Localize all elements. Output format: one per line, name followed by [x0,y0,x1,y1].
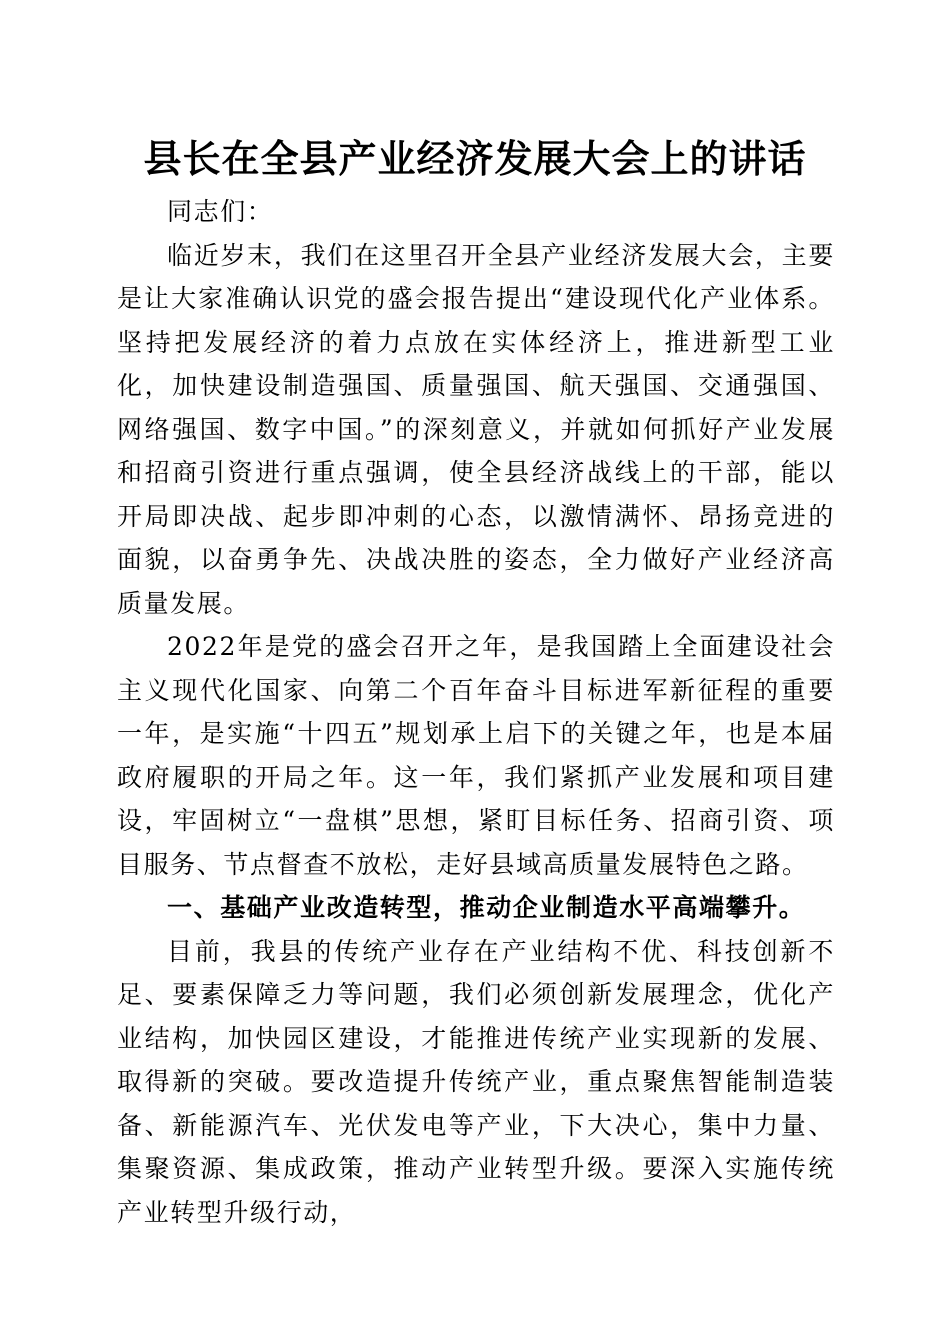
section-heading: 一、基础产业改造转型，推动企业制造水平高端攀升。 [167,893,806,922]
salutation: 同志们： [167,197,274,226]
section-paragraph: 目前，我县的传统产业存在产业结构不优、科技创新不足、要素保障乏力等问题，我们必须创新发展理念，优化产业结构，加快园区建设，才能推进传统产业实现新的发展、取得新的突破。要改造提升传统产业，重点聚焦智能制造装备、新能源汽车、光伏发电等产业，下大决心，集中力量、集聚资源、集成政策，推动产业转型升级。要深入实施传统产业转型升级行动， [117,936,835,1227]
document-body [117,190,835,1234]
document-title: 县长在全县产业经济发展大会上的讲话 [143,136,807,181]
paragraph-intro: 临近岁末，我们在这里召开全县产业经济发展大会，主要是让大家准确认识党的盛会报告提出“建设现代化产业体系。坚持把发展经济的着力点放在实体经济上，推进新型工业化，加快建设制造强国、质量强国、航天强国、交通强国、网络强国、数字中国。”的深刻意义，并就如何抓好产业发展和招商引资进行重点强调，使全县经济战线上的干部，能以开局即决战、起步即冲刺的心态，以激情满怀、昂扬竞进的面貌，以奋勇争先、决战决胜的姿态，全力做好产业经济高质量发展。 [117,240,835,618]
paragraph-2022: 2022年是党的盛会召开之年，是我国踏上全面建设社会主义现代化国家、向第二个百年奋斗目标进军新征程的重要一年，是实施“十四五”规划承上启下的关键之年，也是本届政府履职的开局之年。这一年，我们紧抓产业发展和项目建设，牢固树立“一盘棋”思想，紧盯目标任务、招商引资、项目服务、节点督查不放松，走好县域高质量发展特色之路。 [117,632,835,879]
